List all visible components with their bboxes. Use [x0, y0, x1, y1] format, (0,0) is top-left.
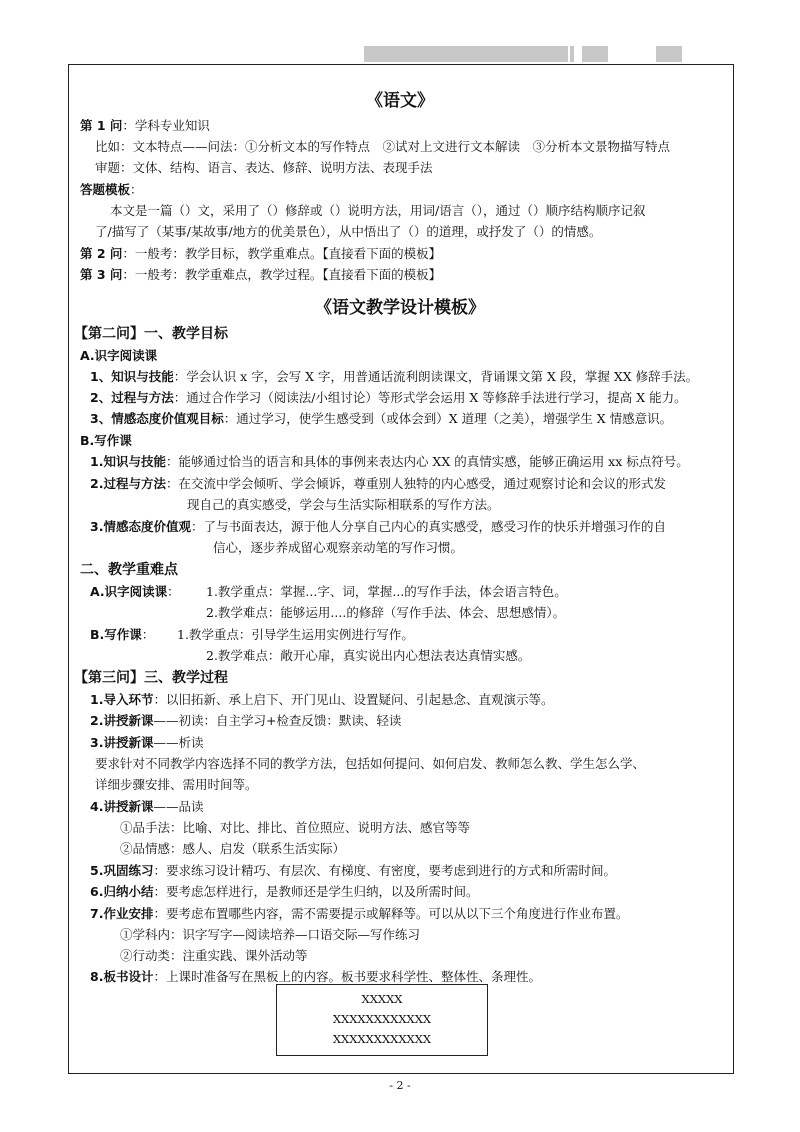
process-s7-item1: ①学科内：识字写字—阅读培养—口语交际—写作练习 — [120, 927, 421, 942]
goals-b3-label: 3.情感态度价值观 — [90, 519, 191, 534]
keypoints-b1: 1.教学重点：引导学生运用实例进行写作。 — [177, 627, 414, 642]
process-s3: 3.讲授新课——析读 — [90, 735, 204, 750]
process-s2: 2.讲授新课——初读：自主学习+检查反馈：默读、轻读 — [90, 713, 402, 728]
process-s1: 1.导入环节：以旧拓新、承上启下、开门见山、设置疑问、引起悬念、直观演示等。 — [90, 692, 554, 707]
goals-b3-text: ：了与书面表达，源于他人分享自己内心的真实感受，感受习作的快乐并增强习作的自 — [190, 519, 666, 534]
process-s3-desc2: 详细步骤安排、需用时间等。 — [95, 777, 258, 792]
board-line-3: XXXXXXXXXXXX — [332, 1032, 432, 1046]
goals-a1-text: ：学会认识 x 字，会写 X 字，用普通话流利朗读课文，背诵课文第 X 段，掌握 XX 修辞手法。 — [173, 369, 699, 384]
page-number: - 2 - — [389, 1079, 411, 1092]
board-line-2: XXXXXXXXXXXX — [332, 1012, 432, 1026]
goals-heading: 【第二问】一、教学目标 — [74, 326, 228, 342]
goals-b1-text: ：能够通过恰当的语言和具体的事例来表达内心 XX 的真情实感，能够正确运用 xx 标点符号。 — [165, 454, 689, 469]
process-heading: 【第三问】三、教学过程 — [74, 670, 228, 686]
goals-b2-label: 2.过程与方法 — [90, 476, 166, 491]
goals-a2-label: 2、过程与方法 — [90, 390, 174, 405]
keypoints-a2: 2.教学难点：能够运用....的修辞（写作手法、体会、思想感情）。 — [206, 605, 566, 620]
keypoints-heading: 二、教学重难点 — [80, 562, 178, 578]
goals-b2 — [90, 476, 666, 492]
keypoints-b2: 2.教学难点：敞开心扉，真实说出内心想法表达真情实感。 — [206, 648, 531, 663]
goals-b1 — [90, 454, 689, 470]
keypoints-b-label: B.写作课： — [90, 627, 155, 642]
goals-a3-text: ：通过学习，使学生感受到（或体会到）X 道理（之美），增强学生 X 情感意识。 — [223, 411, 673, 426]
goals-a2 — [90, 390, 687, 406]
goals-a-title: A.识字阅读课 — [80, 348, 158, 363]
template-line1: 本文是一篇（）文，采用了（）修辞或（）说明方法，用词/语言（），通过（）顺序结构顺序记叙 — [110, 203, 646, 218]
goals-b2-cont: 现自己的真实感受，学会与生活实际相联系的写作方法。 — [187, 497, 500, 512]
page-title: 《语文》 — [366, 91, 434, 111]
template-colon: ： — [130, 182, 143, 197]
q2-text: ：一般考：教学目标，教学重难点。【直接看下面的模板】 — [122, 246, 442, 261]
goals-b-title: B.写作课 — [80, 433, 132, 448]
header-bar-tick — [570, 46, 574, 62]
blackboard-box — [276, 984, 488, 1056]
keypoints-a-label: A.识字阅读课： — [90, 584, 180, 599]
goals-b1-label: 1.知识与技能 — [90, 454, 166, 469]
process-s4-item1: ①品手法：比喻、对比、排比、首位照应、说明方法、感官等等 — [120, 820, 471, 835]
goals-a2-text: ：通过合作学习（阅读法/小组讨论）等形式学会运用 X 等修辞手法进行学习，提高 X 能力。 — [173, 390, 687, 405]
goals-b3 — [90, 519, 666, 535]
q3-text: ：一般考：教学重难点，教学过程。【直接看下面的模板】 — [122, 267, 442, 282]
q2-label: 第 2 问 — [80, 246, 123, 261]
q1-text: ：学科专业知识 — [122, 118, 210, 133]
goals-a1-label: 1、知识与技能 — [90, 369, 174, 384]
template-line2: 了/描写了（某事/某故事/地方的优美景色），从中悟出了（）的道理，或抒发了（）的情感。 — [95, 224, 602, 239]
process-s7: 7.作业安排：要考虑布置哪些内容，需不需要提示或解释等。可以从以下三个角度进行作业布置。 — [90, 906, 629, 921]
template-heading — [80, 182, 143, 198]
keypoints-a1: 1.教学重点：掌握...字、词，掌握...的写作手法，体会语言特色。 — [206, 584, 567, 599]
q3-label: 第 3 问 — [80, 267, 123, 282]
process-s7-item2: ②行动类：注重实践、课外活动等 — [120, 948, 308, 963]
goals-a1 — [90, 369, 698, 385]
goals-b2-text: ：在交流中学会倾听、学会倾诉，尊重别人独特的内心感受，通过观察讨论和会议的形式发 — [165, 476, 666, 491]
template-label: 答题模板 — [80, 182, 131, 197]
q1-line — [80, 118, 210, 134]
goals-a3-label: 3、情感态度价值观目标 — [90, 411, 224, 426]
header-bar-block — [656, 46, 682, 62]
goals-b3-cont: 信心，逐步养成留心观察亲动笔的写作习惯。 — [213, 540, 464, 555]
design-title: 《语文教学设计模板》 — [315, 298, 485, 318]
goals-a3 — [90, 411, 672, 427]
process-s4: 4.讲授新课——品读 — [90, 799, 204, 814]
header-bar-block — [582, 46, 608, 62]
process-s6: 6.归纳小结：要考虑怎样进行，是教师还是学生归纳，以及所需时间。 — [90, 884, 479, 899]
q3-line — [80, 267, 441, 283]
q2-line — [80, 246, 441, 262]
q1-example: 比如：文本特点——问法：①分析文本的写作特点 ②试对上文进行文本解读 ③分析本文景物描写特点 — [95, 139, 671, 154]
process-s8: 8.板书设计：上课时准备写在黑板上的内容。板书要求科学性、整体性、条理性。 — [90, 969, 541, 984]
process-s5: 5.巩固练习：要求练习设计精巧、有层次、有梯度、有密度，要考虑到进行的方式和所需时间。 — [90, 863, 616, 878]
board-line-1: XXXXX — [361, 992, 403, 1006]
process-s3-desc1: 要求针对不同教学内容选择不同的教学方法，包括如何提问、如何启发、教师怎么教、学生怎么学、 — [95, 756, 646, 771]
header-bar — [364, 46, 568, 62]
q1-review: 审题：文体、结构、语言、表达、修辞、说明方法、表现手法 — [95, 160, 433, 175]
process-s4-item2: ②品情感：感人、启发（联系生活实际） — [120, 841, 346, 856]
q1-label: 第 1 问 — [80, 118, 123, 133]
